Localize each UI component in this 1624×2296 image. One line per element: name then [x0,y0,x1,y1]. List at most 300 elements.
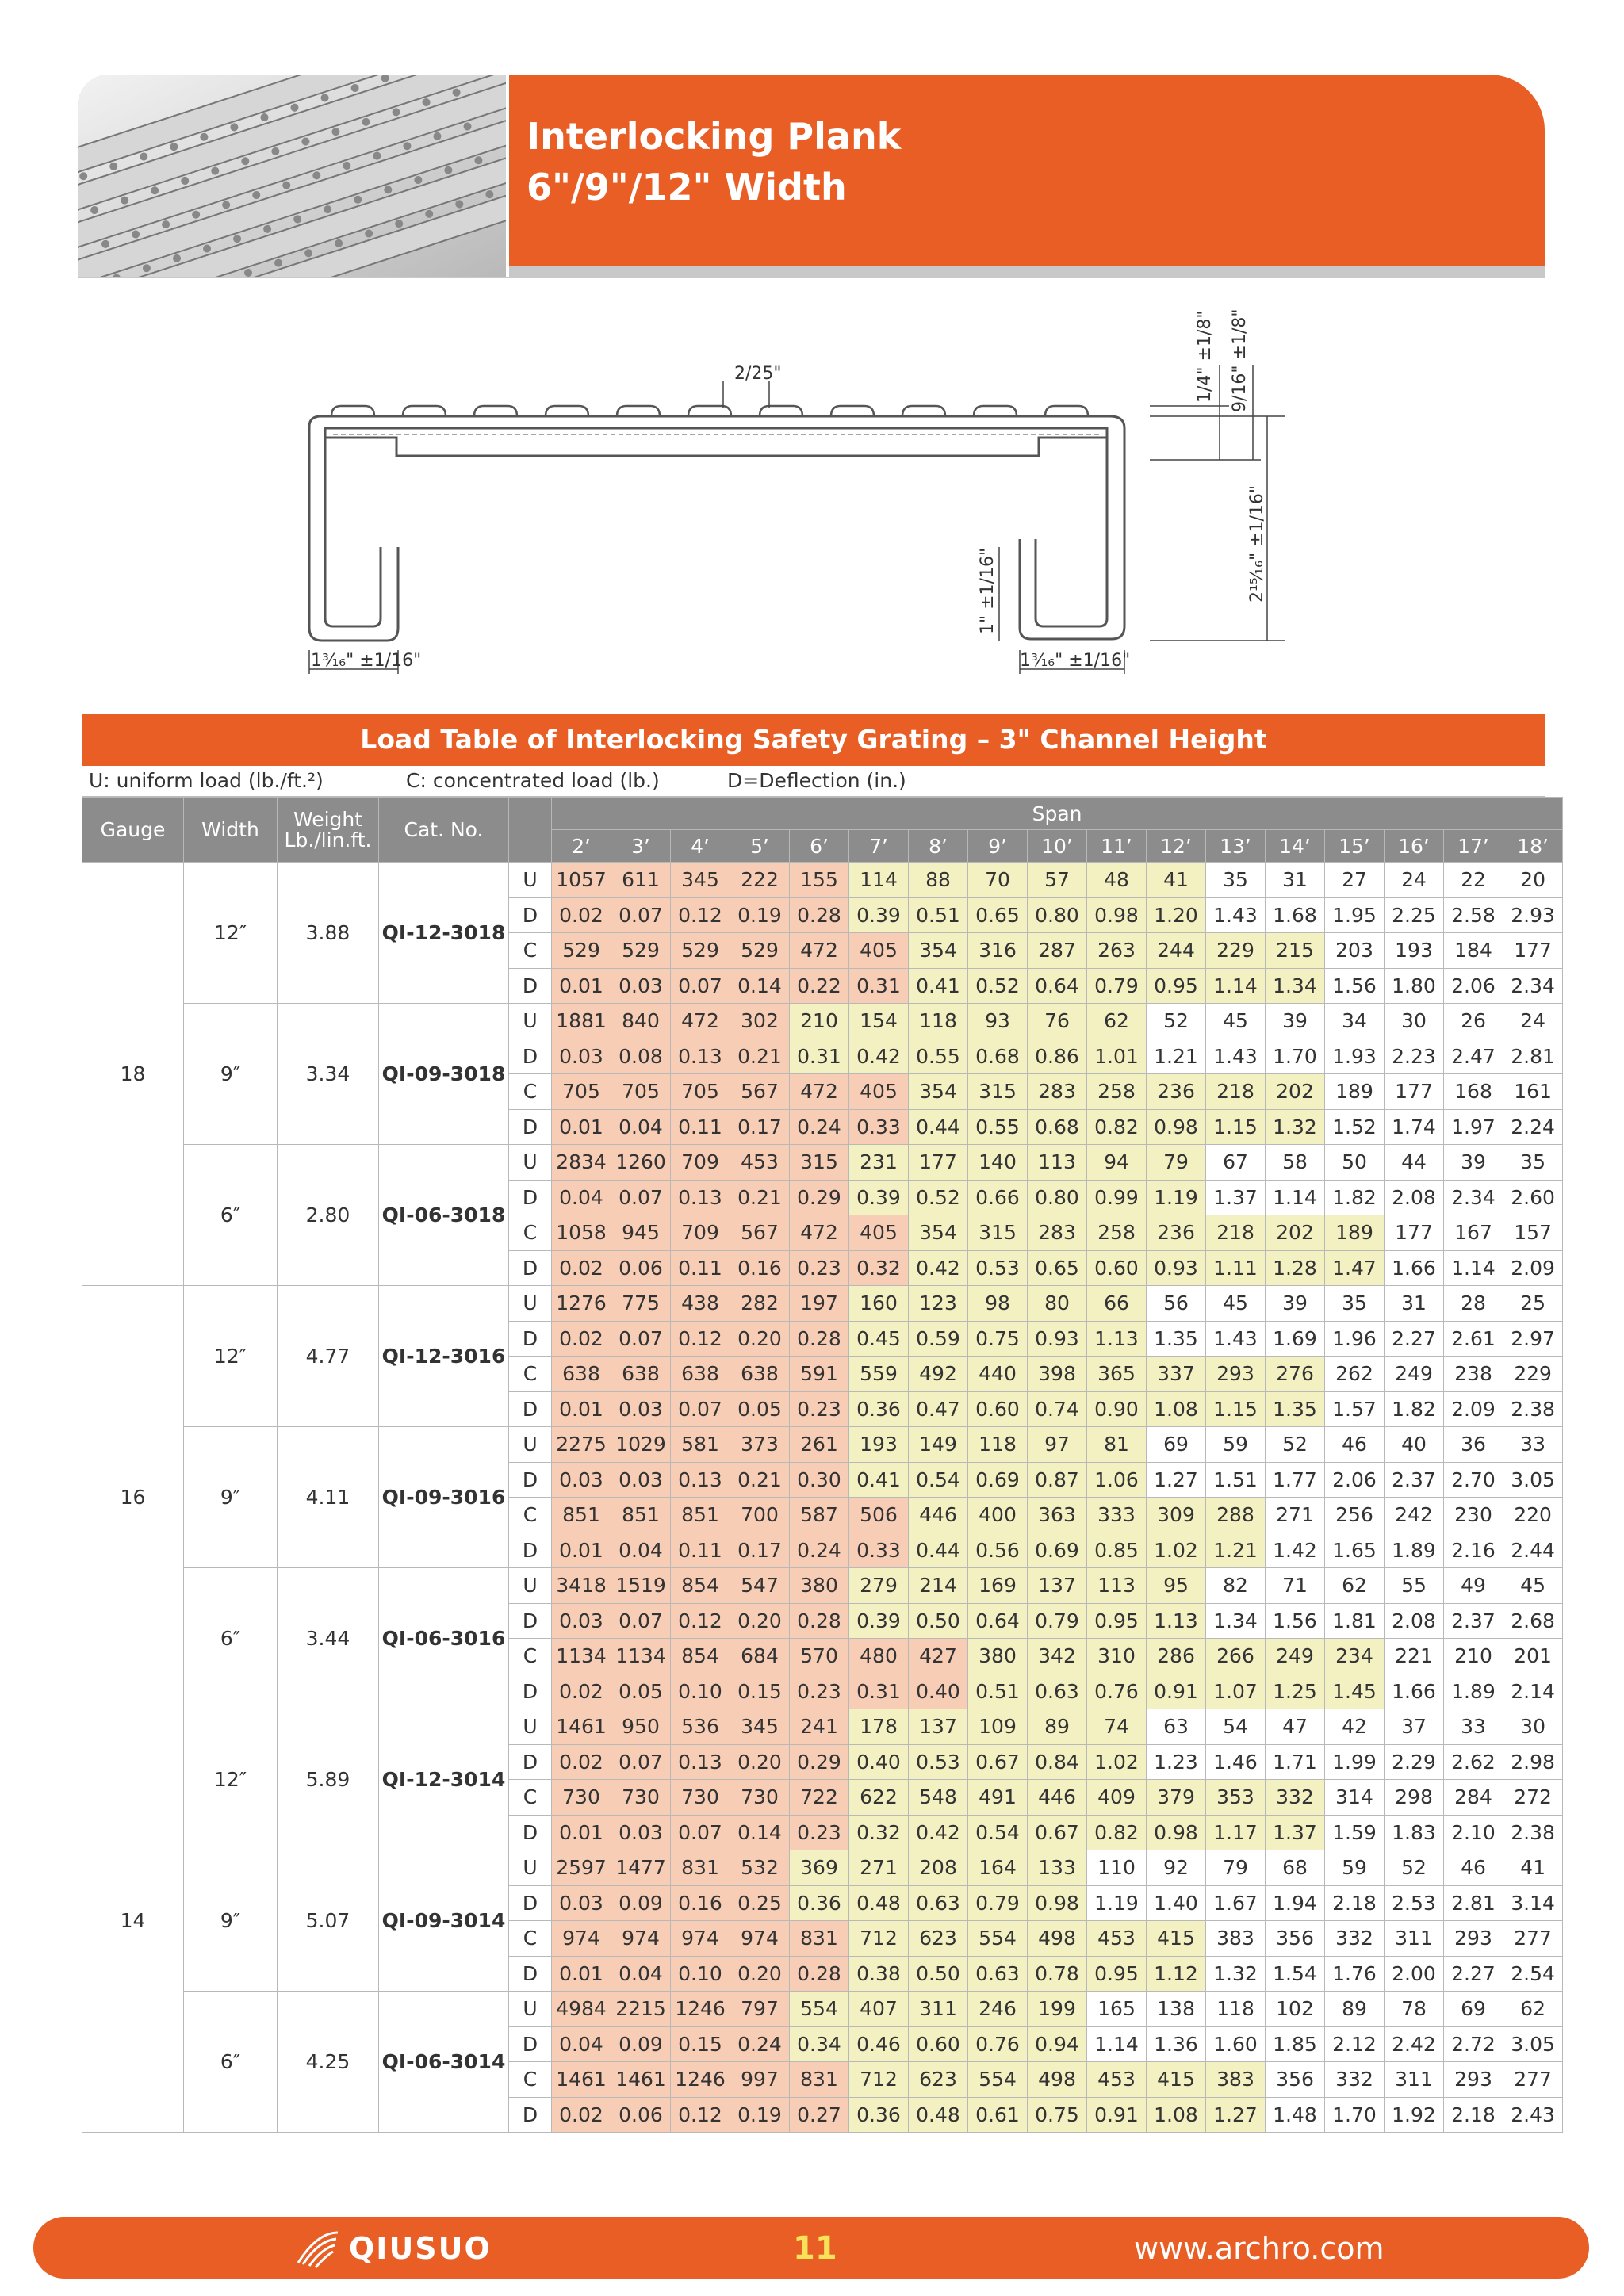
load-type-cell: U [509,1709,552,1745]
value-cell: 1519 [611,1568,671,1604]
value-cell: 311 [1385,1921,1444,1957]
value-cell: 1.14 [1444,1250,1503,1286]
value-cell: 536 [671,1709,730,1745]
value-cell: 1.96 [1325,1321,1385,1357]
value-cell: 169 [968,1568,1028,1604]
value-cell: 997 [730,2062,790,2098]
value-cell: 2.47 [1444,1039,1503,1074]
value-cell: 1.83 [1385,1815,1444,1850]
value-cell: 427 [909,1639,968,1674]
load-type-cell: C [509,1921,552,1957]
value-cell: 2.38 [1503,1815,1563,1850]
value-cell: 730 [730,1780,790,1816]
value-cell: 0.04 [552,1180,611,1215]
value-cell: 201 [1503,1639,1563,1674]
value-cell: 0.03 [552,1039,611,1074]
value-cell: 256 [1325,1498,1385,1533]
value-cell: 59 [1206,1427,1266,1463]
value-cell: 244 [1147,933,1206,969]
weight-cell: 3.88 [278,863,379,1004]
value-cell: 0.63 [909,1885,968,1921]
value-cell: 438 [671,1286,730,1322]
cat-no-cell: QI-09-3016 [379,1427,509,1568]
value-cell: 332 [1266,1780,1325,1816]
value-cell: 293 [1444,1921,1503,1957]
value-cell: 39 [1266,1286,1325,1322]
value-cell: 1.27 [1206,2097,1266,2133]
value-cell: 2.29 [1385,1744,1444,1780]
span-header: 7’ [849,830,909,863]
value-cell: 1.37 [1266,1815,1325,1850]
value-cell: 263 [1087,933,1147,969]
value-cell: 0.28 [790,1321,849,1357]
span-header: 13’ [1206,830,1266,863]
value-cell: 56 [1147,1286,1206,1322]
value-cell: 623 [909,1921,968,1957]
value-cell: 0.36 [849,2097,909,2133]
load-type-cell: C [509,1357,552,1392]
value-cell: 0.15 [671,2026,730,2062]
value-cell: 0.67 [1028,1815,1087,1850]
value-cell: 1.51 [1206,1462,1266,1498]
gauge-cell: 18 [82,863,184,1286]
value-cell: 24 [1385,863,1444,898]
legend-deflection: D=Deflection (in.) [727,769,906,792]
legend-concentrated: C: concentrated load (lb.) [406,769,660,792]
value-cell: 93 [968,1004,1028,1039]
dim-left: 1³⁄₁₆" ±1/16" [311,651,422,671]
span-header: 8’ [909,830,968,863]
value-cell: 332 [1325,1921,1385,1957]
value-cell: 31 [1385,1286,1444,1322]
value-cell: 2.27 [1385,1321,1444,1357]
value-cell: 2.81 [1444,1885,1503,1921]
value-cell: 0.39 [849,1603,909,1639]
value-cell: 2.06 [1444,968,1503,1004]
value-cell: 1.14 [1206,968,1266,1004]
value-cell: 0.07 [611,1744,671,1780]
value-cell: 315 [790,1145,849,1181]
width-cell: 9″ [184,1004,278,1145]
value-cell: 407 [849,1992,909,2027]
value-cell: 0.28 [790,1603,849,1639]
value-cell: 0.41 [849,1462,909,1498]
value-cell: 0.04 [611,1533,671,1568]
load-type-cell: D [509,1250,552,1286]
value-cell: 88 [909,863,968,898]
value-cell: 730 [552,1780,611,1816]
value-cell: 69 [1444,1992,1503,2027]
value-cell: 453 [730,1145,790,1181]
value-cell: 498 [1028,2062,1087,2098]
value-cell: 0.23 [790,1674,849,1709]
value-cell: 0.64 [968,1603,1028,1639]
value-cell: 0.68 [1028,1109,1087,1145]
value-cell: 345 [730,1709,790,1745]
cat-no-cell: QI-12-3014 [379,1709,509,1850]
value-cell: 261 [790,1427,849,1463]
value-cell: 0.07 [671,968,730,1004]
value-cell: 22 [1444,863,1503,898]
value-cell: 258 [1087,1074,1147,1110]
value-cell: 0.93 [1147,1250,1206,1286]
value-cell: 2.09 [1503,1250,1563,1286]
value-cell: 409 [1087,1780,1147,1816]
value-cell: 356 [1266,1921,1325,1957]
value-cell: 730 [671,1780,730,1816]
value-cell: 177 [909,1145,968,1181]
value-cell: 0.69 [1028,1533,1087,1568]
value-cell: 775 [611,1286,671,1322]
value-cell: 492 [909,1357,968,1392]
value-cell: 133 [1028,1850,1087,1886]
value-cell: 0.87 [1028,1462,1087,1498]
value-cell: 2.10 [1444,1815,1503,1850]
value-cell: 287 [1028,933,1087,969]
value-cell: 554 [968,1921,1028,1957]
span-header: 4’ [671,830,730,863]
header-gauge: Gauge [82,798,184,863]
value-cell: 113 [1087,1568,1147,1604]
value-cell: 0.36 [790,1885,849,1921]
value-cell: 0.66 [968,1180,1028,1215]
value-cell: 79 [1147,1145,1206,1181]
value-cell: 0.04 [611,1956,671,1992]
value-cell: 0.24 [790,1109,849,1145]
value-cell: 0.98 [1028,1885,1087,1921]
value-cell: 446 [1028,1780,1087,1816]
value-cell: 1.13 [1147,1603,1206,1639]
value-cell: 638 [611,1357,671,1392]
value-cell: 284 [1444,1780,1503,1816]
value-cell: 0.01 [552,968,611,1004]
span-header: 14’ [1266,830,1325,863]
span-header: 5’ [730,830,790,863]
value-cell: 161 [1503,1074,1563,1110]
load-type-cell: D [509,897,552,933]
value-cell: 0.98 [1147,1815,1206,1850]
value-cell: 945 [611,1215,671,1251]
load-type-cell: C [509,1639,552,1674]
value-cell: 0.61 [968,2097,1028,2133]
value-cell: 0.31 [849,968,909,1004]
value-cell: 214 [909,1568,968,1604]
value-cell: 0.55 [909,1039,968,1074]
value-cell: 0.48 [849,1885,909,1921]
value-cell: 2.18 [1325,1885,1385,1921]
value-cell: 110 [1087,1850,1147,1886]
value-cell: 2.42 [1385,2026,1444,2062]
value-cell: 48 [1087,863,1147,898]
value-cell: 62 [1325,1568,1385,1604]
value-cell: 36 [1444,1427,1503,1463]
value-cell: 0.28 [790,897,849,933]
value-cell: 0.36 [849,1391,909,1427]
value-cell: 1.94 [1266,1885,1325,1921]
value-cell: 94 [1087,1145,1147,1181]
value-cell: 2.08 [1385,1180,1444,1215]
cat-no-cell: QI-12-3018 [379,863,509,1004]
value-cell: 0.20 [730,1603,790,1639]
value-cell: 0.03 [611,1815,671,1850]
website-url: www.archro.com [1134,2231,1385,2266]
value-cell: 4984 [552,1992,611,2027]
value-cell: 50 [1325,1145,1385,1181]
value-cell: 0.03 [611,1462,671,1498]
value-cell: 1.32 [1206,1956,1266,1992]
value-cell: 950 [611,1709,671,1745]
value-cell: 0.60 [1087,1250,1147,1286]
value-cell: 27 [1325,863,1385,898]
value-cell: 0.03 [552,1603,611,1639]
value-cell: 164 [968,1850,1028,1886]
value-cell: 1.27 [1147,1462,1206,1498]
value-cell: 1881 [552,1004,611,1039]
value-cell: 236 [1147,1215,1206,1251]
weight-cell: 4.77 [278,1286,379,1427]
value-cell: 506 [849,1498,909,1533]
value-cell: 249 [1266,1639,1325,1674]
value-cell: 1.08 [1147,1391,1206,1427]
value-cell: 974 [552,1921,611,1957]
value-cell: 1.76 [1325,1956,1385,1992]
value-cell: 231 [849,1145,909,1181]
value-cell: 67 [1206,1145,1266,1181]
header-weight: Weight Lb./lin.ft. [278,798,379,863]
table-row [82,1145,1563,1181]
value-cell: 81 [1087,1427,1147,1463]
value-cell: 154 [849,1004,909,1039]
value-cell: 58 [1266,1145,1325,1181]
value-cell: 559 [849,1357,909,1392]
value-cell: 529 [671,933,730,969]
value-cell: 118 [909,1004,968,1039]
value-cell: 1.81 [1325,1603,1385,1639]
value-cell: 258 [1087,1215,1147,1251]
value-cell: 46 [1444,1850,1503,1886]
value-cell: 266 [1206,1639,1266,1674]
value-cell: 0.06 [611,1250,671,1286]
value-cell: 1.08 [1147,2097,1206,2133]
value-cell: 210 [1444,1639,1503,1674]
span-header: 3’ [611,830,671,863]
value-cell: 1.28 [1266,1250,1325,1286]
load-type-cell: D [509,1674,552,1709]
table-row [82,1992,1563,2027]
value-cell: 2.58 [1444,897,1503,933]
value-cell: 0.79 [1028,1603,1087,1639]
value-cell: 0.98 [1087,897,1147,933]
span-header: 16’ [1385,830,1444,863]
width-cell: 12″ [184,863,278,1004]
value-cell: 2834 [552,1145,611,1181]
value-cell: 0.51 [909,897,968,933]
value-cell: 383 [1206,1921,1266,1957]
value-cell: 2.25 [1385,897,1444,933]
title-line-2: 6"/9"/12" Width [527,166,847,209]
value-cell: 0.52 [909,1180,968,1215]
value-cell: 0.82 [1087,1815,1147,1850]
value-cell: 54 [1206,1709,1266,1745]
load-type-cell: U [509,1145,552,1181]
value-cell: 1.82 [1325,1180,1385,1215]
value-cell: 0.78 [1028,1956,1087,1992]
value-cell: 0.30 [790,1462,849,1498]
value-cell: 0.07 [611,1180,671,1215]
load-type-cell: D [509,1815,552,1850]
value-cell: 309 [1147,1498,1206,1533]
value-cell: 0.23 [790,1250,849,1286]
value-cell: 0.33 [849,1109,909,1145]
value-cell: 1057 [552,863,611,898]
page-title [527,111,901,212]
value-cell: 722 [790,1780,849,1816]
value-cell: 137 [909,1709,968,1745]
value-cell: 472 [790,1215,849,1251]
value-cell: 354 [909,1215,968,1251]
load-type-cell: U [509,1568,552,1604]
load-type-cell: U [509,863,552,898]
value-cell: 310 [1087,1639,1147,1674]
value-cell: 1.37 [1206,1180,1266,1215]
value-cell: 1246 [671,1992,730,2027]
value-cell: 0.10 [671,1674,730,1709]
span-header: 15’ [1325,830,1385,863]
value-cell: 271 [1266,1498,1325,1533]
value-cell: 383 [1206,2062,1266,2098]
value-cell: 0.91 [1087,2097,1147,2133]
value-cell: 356 [1266,2062,1325,2098]
value-cell: 0.40 [909,1674,968,1709]
value-cell: 0.60 [968,1391,1028,1427]
value-cell: 218 [1206,1215,1266,1251]
value-cell: 709 [671,1215,730,1251]
value-cell: 0.56 [968,1533,1028,1568]
product-photo [78,75,509,277]
value-cell: 311 [1385,2062,1444,2098]
header-type [509,798,552,863]
value-cell: 0.93 [1028,1321,1087,1357]
value-cell: 1.19 [1147,1180,1206,1215]
value-cell: 1.97 [1444,1109,1503,1145]
value-cell: 140 [968,1145,1028,1181]
value-cell: 1.65 [1325,1533,1385,1568]
value-cell: 1.52 [1325,1109,1385,1145]
value-cell: 41 [1147,863,1206,898]
value-cell: 1.12 [1147,1956,1206,1992]
value-cell: 30 [1385,1004,1444,1039]
value-cell: 1058 [552,1215,611,1251]
value-cell: 0.90 [1087,1391,1147,1427]
value-cell: 0.65 [1028,1250,1087,1286]
value-cell: 92 [1147,1850,1206,1886]
value-cell: 189 [1325,1215,1385,1251]
load-type-cell: U [509,1850,552,1886]
value-cell: 246 [968,1992,1028,2027]
value-cell: 2.81 [1503,1039,1563,1074]
value-cell: 249 [1385,1357,1444,1392]
value-cell: 44 [1385,1145,1444,1181]
value-cell: 405 [849,933,909,969]
span-header: 6’ [790,830,849,863]
value-cell: 165 [1087,1992,1147,2027]
value-cell: 0.04 [552,2026,611,2062]
value-cell: 71 [1266,1568,1325,1604]
value-cell: 0.08 [611,1039,671,1074]
value-cell: 1.92 [1385,2097,1444,2133]
value-cell: 113 [1028,1145,1087,1181]
value-cell: 332 [1325,2062,1385,2098]
value-cell: 1.99 [1325,1744,1385,1780]
value-cell: 0.63 [968,1956,1028,1992]
value-cell: 234 [1325,1639,1385,1674]
value-cell: 851 [552,1498,611,1533]
value-cell: 567 [730,1074,790,1110]
gauge-cell: 16 [82,1286,184,1709]
value-cell: 80 [1028,1286,1087,1322]
value-cell: 202 [1266,1074,1325,1110]
value-cell: 611 [611,863,671,898]
value-cell: 0.39 [849,897,909,933]
cat-no-cell: QI-06-3018 [379,1145,509,1286]
value-cell: 1.93 [1325,1039,1385,1074]
value-cell: 298 [1385,1780,1444,1816]
value-cell: 705 [671,1074,730,1110]
dim-height: 2¹⁵⁄₁₆" ±1/16" [1247,484,1267,603]
value-cell: 369 [790,1850,849,1886]
value-cell: 705 [552,1074,611,1110]
width-cell: 6″ [184,1568,278,1709]
value-cell: 279 [849,1568,909,1604]
value-cell: 1.35 [1266,1391,1325,1427]
header-width: Width [184,798,278,863]
value-cell: 282 [730,1286,790,1322]
value-cell: 2275 [552,1427,611,1463]
value-cell: 1.02 [1087,1744,1147,1780]
value-cell: 0.02 [552,1321,611,1357]
span-header: 18’ [1503,830,1563,863]
weight-cell: 3.34 [278,1004,379,1145]
value-cell: 1.85 [1266,2026,1325,2062]
header-span: Span [552,798,1563,830]
value-cell: 149 [909,1427,968,1463]
load-table-section [82,714,1555,2133]
value-cell: 52 [1147,1004,1206,1039]
value-cell: 0.80 [1028,897,1087,933]
load-type-cell: D [509,1885,552,1921]
value-cell: 1.56 [1266,1603,1325,1639]
value-cell: 1.23 [1147,1744,1206,1780]
load-type-cell: D [509,1744,552,1780]
value-cell: 1.43 [1206,1039,1266,1074]
value-cell: 1260 [611,1145,671,1181]
value-cell: 0.01 [552,1109,611,1145]
value-cell: 0.51 [968,1674,1028,1709]
value-cell: 177 [1385,1215,1444,1251]
value-cell: 638 [552,1357,611,1392]
header-cat-no: Cat. No. [379,798,509,863]
value-cell: 221 [1385,1639,1444,1674]
value-cell: 0.23 [790,1391,849,1427]
value-cell: 0.17 [730,1109,790,1145]
value-cell: 0.24 [730,2026,790,2062]
value-cell: 1.06 [1087,1462,1147,1498]
value-cell: 236 [1147,1074,1206,1110]
value-cell: 0.19 [730,897,790,933]
value-cell: 0.60 [909,2026,968,2062]
value-cell: 276 [1266,1357,1325,1392]
value-cell: 35 [1206,863,1266,898]
